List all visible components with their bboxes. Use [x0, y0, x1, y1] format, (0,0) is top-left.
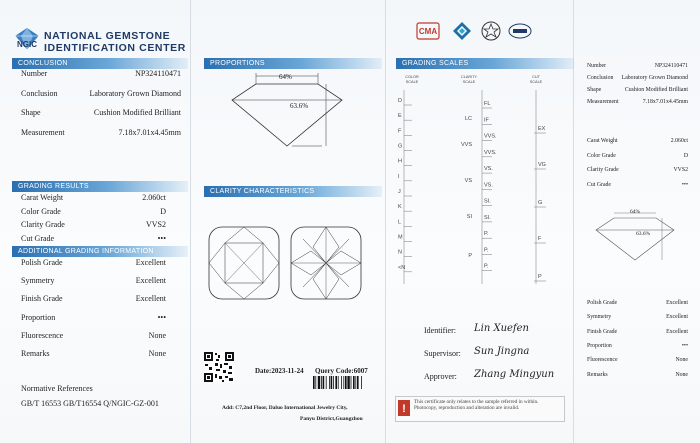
- clarity-plot-diagram: [207, 225, 382, 305]
- query-code: Query Code:6007: [315, 367, 368, 375]
- clarity-group-label: SI: [466, 214, 472, 220]
- grading-row: [21, 220, 166, 230]
- grading-row: [21, 234, 166, 244]
- additional-row: [21, 258, 166, 268]
- clarity-grade-label: VVS.: [484, 133, 497, 140]
- color-grade-label: K: [398, 204, 402, 211]
- scale-title: SCALE: [529, 80, 543, 84]
- stub-grading-label: Color Grade: [587, 152, 616, 159]
- barcode-icon: [313, 376, 379, 389]
- cut-grade-label: EX: [538, 126, 546, 132]
- clarity-grade-label: P.: [484, 247, 489, 254]
- stub-conclusion-label: Shape: [587, 87, 602, 93]
- clarity-group-label: LC: [464, 116, 472, 122]
- grading-label: Cut Grade: [21, 233, 55, 243]
- clarity-grade-label: IF: [484, 117, 489, 124]
- additional-label: Remarks: [21, 349, 50, 358]
- conclusion-row: [21, 128, 181, 138]
- additional-value: Excellent: [135, 276, 166, 286]
- grading-value: 2.060ct: [142, 193, 166, 202]
- stub-table-percent: 64%: [630, 209, 641, 215]
- proportion-diagram: [222, 70, 352, 150]
- additional-row: [21, 294, 166, 304]
- svg-text:!: !: [402, 403, 406, 415]
- clarity-grade-label: VS.: [484, 166, 493, 173]
- address-line2: Panyu District,Guangzhou: [300, 416, 363, 422]
- cut-grade-label: P: [538, 274, 542, 280]
- color-grade-label: I: [398, 173, 400, 180]
- clarity-grade-label: SI.: [484, 198, 491, 205]
- grading-value: D: [160, 206, 166, 216]
- color-grade-label: N: [398, 249, 402, 256]
- stub-grading-label: Clarity Grade: [587, 167, 619, 173]
- additional-row: [21, 313, 166, 323]
- grading-row: [21, 207, 166, 217]
- scale-title: COLOR: [405, 75, 419, 79]
- grading-value: VVS2: [145, 220, 166, 229]
- notice-box: [395, 396, 565, 422]
- stub-additional-label: Symmetry: [587, 314, 612, 321]
- color-grade-label: <N: [398, 264, 406, 271]
- ilac-logo-icon: [508, 23, 532, 39]
- stub-additional-row: [587, 355, 688, 365]
- section-header-conclusion: CONCLUSION: [12, 58, 188, 69]
- stub-additional-row: [587, 327, 688, 337]
- fold-line: [190, 0, 191, 443]
- cut-grade-label: G: [538, 200, 543, 206]
- stub-conclusion-row: [587, 73, 688, 83]
- additional-value: None: [148, 349, 166, 358]
- additional-label: Polish Grade: [21, 258, 63, 267]
- stub-depth-percent: 63.6%: [636, 231, 651, 237]
- additional-value: Excellent: [135, 294, 166, 304]
- stub-additional-label: Finish Grade: [587, 328, 618, 335]
- scale-title: CLARITY: [460, 75, 478, 79]
- section-header-clarity: CLARITY CHARACTERISTICS: [204, 186, 382, 197]
- grading-row: [21, 193, 166, 203]
- normative-references-title: Normative References: [21, 384, 93, 393]
- star-seal-logo-icon: [480, 21, 502, 41]
- proportion-depth-percent: 63.6%: [290, 102, 309, 110]
- address-line1: Add: C7,2nd Floor, Daluo International Jewelry City,: [222, 405, 348, 411]
- additional-label: Fluorescence: [21, 330, 64, 340]
- stub-grading-label: Cut Grade: [587, 181, 611, 188]
- stub-grading-value: D: [683, 152, 688, 159]
- signature-role: Approver:: [424, 372, 457, 381]
- stub-conclusion-label: Conclusion: [587, 75, 614, 81]
- conclusion-row: [21, 108, 181, 118]
- color-grade-label: D: [398, 98, 402, 104]
- color-grade-label: G: [398, 143, 403, 150]
- additional-row: [21, 349, 166, 359]
- stub-grading-row: [587, 136, 688, 146]
- color-grade-label: M: [398, 234, 403, 241]
- fold-line: [385, 0, 386, 443]
- color-grade-label: F: [398, 128, 402, 135]
- stub-conclusion-label: Number: [587, 63, 606, 69]
- clarity-group-label: P: [468, 253, 472, 259]
- stub-conclusion-value: 7.18x7.01x4.45mm: [642, 99, 688, 105]
- grading-label: Color Grade: [21, 206, 61, 216]
- signature-name: Zhang Mingyun: [474, 369, 555, 380]
- additional-value: Excellent: [135, 258, 166, 267]
- clarity-grade-label: SI.: [484, 214, 491, 221]
- notice-text: This certificate only relates to the sample referred in within. Photocopy, reproduction and alteration are invalid.: [414, 399, 539, 412]
- stub-conclusion-value: NP324110471: [654, 63, 688, 69]
- org-name-line2: IDENTIFICATION CENTER: [44, 42, 186, 54]
- clarity-grade-label: P.: [484, 263, 489, 270]
- grading-scales-chart: [396, 72, 571, 287]
- signature-role: Supervisor:: [424, 349, 461, 358]
- signature-name: Lin Xuefen: [474, 323, 529, 334]
- additional-label: Symmetry: [21, 276, 55, 286]
- conclusion-label: Measurement: [21, 127, 65, 137]
- stub-additional-value: None: [675, 357, 688, 364]
- stub-grading-value: VVS2: [673, 167, 688, 173]
- stub-grading-value: 2.060ct: [670, 138, 688, 144]
- color-grade-label: H: [398, 158, 402, 165]
- section-header-grading-results: GRADING RESULTS: [12, 181, 188, 192]
- conclusion-label: Shape: [21, 108, 41, 117]
- conclusion-value: NP324110471: [135, 69, 181, 78]
- conclusion-row: [21, 89, 181, 99]
- stub-conclusion-value: Cushion Modified Brilliant: [624, 87, 688, 93]
- stub-conclusion-label: Measurement: [587, 99, 619, 105]
- clarity-grade-label: VVS.: [484, 149, 497, 156]
- clarity-group-label: VVS: [460, 142, 472, 148]
- signature-name: Sun Jingna: [474, 346, 530, 357]
- clarity-grade-label: P.: [484, 231, 489, 238]
- stub-additional-row: [587, 370, 688, 380]
- cut-grade-label: F: [538, 236, 542, 242]
- stub-conclusion-row: [587, 85, 688, 95]
- additional-value: •••: [157, 312, 166, 322]
- conclusion-value: Laboratory Grown Diamond: [89, 88, 181, 98]
- scale-title: CUT: [532, 75, 540, 79]
- color-grade-label: E: [398, 113, 402, 120]
- stub-grading-label: Carat Weight: [587, 138, 618, 144]
- scale-title: SCALE: [462, 80, 476, 84]
- stub-conclusion-value: Laboratory Grown Diamond: [621, 75, 688, 81]
- cut-grade-label: VG: [538, 162, 546, 168]
- stub-additional-label: Remarks: [587, 371, 608, 378]
- color-grade-label: J: [398, 189, 401, 195]
- additional-label: Finish Grade: [21, 294, 63, 304]
- additional-label: Proportion: [21, 312, 56, 322]
- stub-additional-value: Excellent: [666, 314, 688, 321]
- stub-additional-value: Excellent: [666, 328, 688, 335]
- clarity-group-label: VS: [464, 178, 472, 184]
- stub-conclusion-row: [587, 97, 688, 107]
- conclusion-value: Cushion Modified Brilliant: [93, 108, 181, 117]
- stub-additional-label: Proportion: [587, 342, 612, 349]
- org-name: [44, 30, 186, 54]
- additional-row: [21, 276, 166, 286]
- section-header-proportions: PROPORTIONS: [204, 58, 382, 69]
- clarity-grade-label: VS.: [484, 182, 493, 189]
- stub-grading-row: [587, 151, 688, 161]
- stub-additional-label: Polish Grade: [587, 300, 618, 306]
- qr-code-icon[interactable]: [204, 352, 234, 382]
- org-name-line1: NATIONAL GEMSTONE: [44, 30, 171, 42]
- stub-grading-row: [587, 165, 688, 175]
- clarity-grade-label: FL: [484, 101, 491, 107]
- certificate-date: Date:2023-11-24: [255, 367, 304, 375]
- stub-grading-value: •••: [681, 181, 688, 188]
- proportion-table-percent: 64%: [279, 73, 292, 81]
- stub-additional-row: [587, 341, 688, 351]
- stub-additional-value: None: [675, 371, 688, 378]
- section-header-additional: ADDITIONAL GRADING INFORMATION: [12, 246, 188, 257]
- additional-row: [21, 331, 166, 341]
- conclusion-label: Conclusion: [21, 88, 58, 98]
- stub-grading-row: [587, 180, 688, 190]
- cma-logo-text: CMA: [418, 27, 438, 36]
- stub-additional-value: Excellent: [666, 300, 688, 306]
- stub-additional-value: •••: [681, 342, 688, 349]
- additional-value: None: [148, 330, 166, 340]
- grading-label: Carat Weight: [21, 193, 64, 202]
- conclusion-label: Number: [21, 69, 48, 78]
- conclusion-row: [21, 69, 181, 79]
- normative-references-text: GB/T 16553 GB/T16554 Q/NGIC-GZ-001: [21, 399, 159, 408]
- color-grade-label: L: [398, 219, 402, 226]
- section-header-grading-scales: GRADING SCALES: [396, 58, 574, 69]
- stub-conclusion-row: [587, 61, 688, 71]
- conclusion-value: 7.18x7.01x4.45mm: [118, 127, 181, 137]
- stub-additional-row: [587, 312, 688, 322]
- grading-label: Clarity Grade: [21, 220, 65, 229]
- stub-additional-row: [587, 298, 688, 308]
- stub-additional-label: Fluorescence: [587, 357, 618, 364]
- signature-role: Identifier:: [424, 326, 456, 335]
- cnas-logo-icon: [452, 21, 472, 41]
- org-abbr: NGIC: [17, 40, 37, 49]
- scale-title: SCALE: [405, 80, 419, 84]
- cma-logo-icon: [416, 22, 440, 40]
- grading-value: •••: [157, 233, 166, 243]
- warning-icon: [398, 400, 410, 416]
